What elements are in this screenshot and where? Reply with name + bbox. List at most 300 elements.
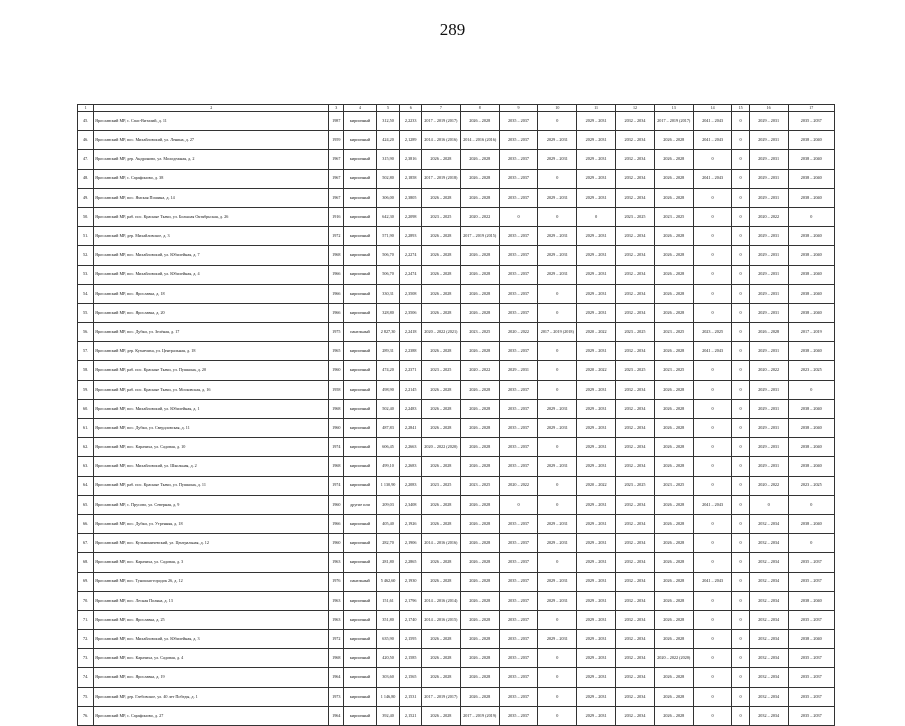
table-cell: 1965 [329, 342, 344, 361]
table-cell: 2026 – 2028 [421, 227, 460, 246]
table-cell: 2026 – 2028 [654, 150, 693, 169]
table-cell: 0 [693, 399, 732, 418]
table-cell: 2035 – 2037 [499, 265, 538, 284]
table-cell: 2026 – 2028 [421, 553, 460, 572]
table-cell: 0 [732, 630, 749, 649]
table-cell: 2041 – 2043 [693, 572, 732, 591]
table-row [78, 438, 835, 457]
table-cell: 2035 – 2037 [499, 303, 538, 322]
row-number-cell: 53. [78, 265, 94, 284]
table-cell: 2026 – 2028 [421, 514, 460, 533]
table-cell: 2032 – 2034 [616, 649, 655, 668]
table-cell: 2,1858 [400, 169, 422, 188]
table-cell: 2,2663 [400, 438, 422, 457]
table-cell: другие или [344, 495, 376, 514]
table-cell: 2032 – 2034 [749, 591, 788, 610]
table-cell: 2029 – 2031 [538, 131, 577, 150]
table-row [78, 457, 835, 476]
table-cell: 2035 – 2037 [788, 610, 834, 629]
table-cell: 2026 – 2028 [749, 323, 788, 342]
table-cell: 2026 – 2028 [460, 112, 499, 131]
table-cell: 2032 – 2034 [616, 438, 655, 457]
table-cell: 0 [732, 303, 749, 322]
table-cell: 2026 – 2028 [421, 457, 460, 476]
table-cell: 2026 – 2028 [654, 630, 693, 649]
table-cell: 2,3508 [400, 284, 422, 303]
table-row [78, 630, 835, 649]
table-cell: 0 [732, 457, 749, 476]
table-cell: 2023 – 2025 [788, 361, 834, 380]
table-cell: 2035 – 2037 [788, 553, 834, 572]
table-cell: 0 [693, 591, 732, 610]
table-row [78, 188, 835, 207]
table-cell: 2026 – 2028 [654, 438, 693, 457]
table-cell: кирпичный [344, 457, 376, 476]
column-number: 3 [329, 105, 344, 112]
table-cell: 0 [732, 323, 749, 342]
table-cell: 2026 – 2028 [460, 534, 499, 553]
table-cell: 0 [693, 668, 732, 687]
table-cell: 2029 – 2031 [538, 534, 577, 553]
address-cell: Ярославский МР, дер. Кузнечиха, ул. Центральная, д. 18 [94, 342, 329, 361]
table-cell: 2026 – 2028 [421, 246, 460, 265]
table-row [78, 534, 835, 553]
table-cell: 1958 [329, 380, 344, 399]
table-cell: 1967 [329, 188, 344, 207]
table-cell: 2026 – 2028 [421, 668, 460, 687]
column-number: 12 [616, 105, 655, 112]
table-cell: 2,2865 [400, 553, 422, 572]
table-cell: 0 [538, 380, 577, 399]
table-cell: 2041 – 2043 [693, 342, 732, 361]
table-cell: 2029 – 2031 [749, 419, 788, 438]
column-number: 11 [577, 105, 616, 112]
table-cell: 2026 – 2028 [654, 246, 693, 265]
table-cell: 2,3408 [400, 495, 422, 514]
table-cell: 0 [732, 649, 749, 668]
table-cell: 1972 [329, 227, 344, 246]
table-cell: 2026 – 2028 [421, 188, 460, 207]
table-cell: 0 [693, 534, 732, 553]
table-cell: 487,83 [376, 419, 400, 438]
column-number: 9 [499, 105, 538, 112]
column-number: 5 [376, 105, 400, 112]
row-number-cell: 59. [78, 380, 94, 399]
address-cell: Ярославский МР, пос. Ярославка, д. 18 [94, 284, 329, 303]
table-cell: 0 [732, 572, 749, 591]
table-cell: 2023 – 2025 [788, 476, 834, 495]
table-cell: 2032 – 2034 [616, 112, 655, 131]
table-cell: 2023 – 2025 [693, 323, 732, 342]
column-number: 13 [654, 105, 693, 112]
table-cell: 1967 [329, 169, 344, 188]
housing-repair-table [77, 104, 835, 726]
table-cell: 2,1796 [400, 591, 422, 610]
table-cell: 2035 – 2037 [499, 188, 538, 207]
table-cell: 474,20 [376, 361, 400, 380]
table-cell: 2,1521 [400, 706, 422, 725]
table-cell: 2035 – 2037 [499, 706, 538, 725]
table-cell: 0 [732, 495, 749, 514]
table-cell: 2023 – 2025 [616, 361, 655, 380]
table-cell: 0 [732, 246, 749, 265]
table-cell: 1966 [329, 265, 344, 284]
table-cell: 2023 – 2025 [616, 476, 655, 495]
table-cell: 2038 – 2040 [788, 457, 834, 476]
table-cell: 2017 – 2019 (2018) [421, 169, 460, 188]
table-cell: 2032 – 2034 [749, 534, 788, 553]
table-cell: 1959 [329, 131, 344, 150]
table-cell: 2038 – 2040 [788, 246, 834, 265]
table-cell: кирпичный [344, 534, 376, 553]
table-cell: 2032 – 2034 [616, 457, 655, 476]
table-cell: 2023 – 2025 [616, 207, 655, 226]
table-cell: 2032 – 2034 [616, 265, 655, 284]
table-cell: 2026 – 2028 [421, 303, 460, 322]
row-number-cell: 58. [78, 361, 94, 380]
table-cell: 1916 [329, 207, 344, 226]
table-cell: 2032 – 2034 [749, 687, 788, 706]
table-cell: 2032 – 2034 [616, 495, 655, 514]
table-cell: 2041 – 2043 [693, 112, 732, 131]
table-cell: 2029 – 2031 [577, 246, 616, 265]
table-cell: 1 130,90 [376, 476, 400, 495]
table-cell: 1960 [329, 419, 344, 438]
table-cell: 2014 – 2016 (2015) [421, 610, 460, 629]
table-cell: 2026 – 2028 [654, 668, 693, 687]
row-number-cell: 73. [78, 649, 94, 668]
row-number-cell: 56. [78, 323, 94, 342]
table-cell: 2029 – 2031 [577, 649, 616, 668]
table-row [78, 342, 835, 361]
table-cell: 306,00 [376, 188, 400, 207]
table-cell: кирпичный [344, 514, 376, 533]
table-cell: 1 146,80 [376, 687, 400, 706]
table-cell: 2026 – 2028 [654, 495, 693, 514]
table-cell: 2020 – 2022 [749, 207, 788, 226]
row-number-cell: 65. [78, 495, 94, 514]
table-cell: 0 [732, 419, 749, 438]
table-cell: 2,1565 [400, 668, 422, 687]
table-cell: 2032 – 2034 [616, 534, 655, 553]
table-cell: 2026 – 2028 [460, 246, 499, 265]
table-cell: 2026 – 2028 [460, 514, 499, 533]
table-cell: 2026 – 2028 [654, 553, 693, 572]
table-cell: 2026 – 2028 [654, 303, 693, 322]
table-cell: кирпичный [344, 150, 376, 169]
table-cell: 2026 – 2028 [460, 150, 499, 169]
table-cell: 2035 – 2037 [499, 572, 538, 591]
table-cell: 2029 – 2031 [577, 514, 616, 533]
table-cell: кирпичный [344, 207, 376, 226]
table-cell: 2026 – 2028 [460, 649, 499, 668]
address-cell: Ярославский МР, с. Сарафоново, д. 27 [94, 706, 329, 725]
table-cell: 0 [693, 265, 732, 284]
address-cell: Ярославский МР, пос. Михайловский, ул. Ленина, д. 27 [94, 131, 329, 150]
table-cell: 2032 – 2034 [616, 706, 655, 725]
table-cell: 0 [693, 380, 732, 399]
column-number: 16 [749, 105, 788, 112]
row-number-cell: 47. [78, 150, 94, 169]
table-cell: 0 [732, 399, 749, 418]
column-number: 15 [732, 105, 749, 112]
table-cell: 2029 – 2031 [749, 380, 788, 399]
table-cell: 2029 – 2031 [577, 572, 616, 591]
table-cell: 2,2474 [400, 265, 422, 284]
table-cell: кирпичный [344, 399, 376, 418]
table-cell: 2032 – 2034 [616, 169, 655, 188]
table-cell: 2038 – 2040 [788, 514, 834, 533]
table-cell: кирпичный [344, 227, 376, 246]
table-row [78, 591, 835, 610]
table-cell: 2029 – 2031 [538, 572, 577, 591]
address-cell: Ярославский МР, пос. Михайловский, ул. Юбилейная, д. 4 [94, 265, 329, 284]
table-cell: 2026 – 2028 [654, 227, 693, 246]
table-cell: 0 [538, 649, 577, 668]
row-number-cell: 75. [78, 687, 94, 706]
address-cell: Ярославский МР, пос. Ярославка, д. 25 [94, 610, 329, 629]
table-cell: 2029 – 2031 [749, 342, 788, 361]
table-cell: 2029 – 2031 [749, 303, 788, 322]
column-number: 17 [788, 105, 834, 112]
table-cell: 0 [577, 207, 616, 226]
table-cell: 2029 – 2031 [577, 169, 616, 188]
table-cell: 2026 – 2028 [460, 169, 499, 188]
table-cell: 2026 – 2028 [421, 706, 460, 725]
table-cell: 2026 – 2028 [460, 342, 499, 361]
table-cell: 1960 [329, 534, 344, 553]
address-cell: Ярославский МР, пос. Дубки, ул. Зелёная, д. 17 [94, 323, 329, 342]
table-cell: 2026 – 2028 [460, 303, 499, 322]
address-cell: Ярославский МР, пос. Михайловский, ул. Юбилейная, д. 1 [94, 399, 329, 418]
address-cell: Ярославский МР, раб. пос. Красные Ткачи, ул. Пушкина, д. 20 [94, 361, 329, 380]
table-cell: 2026 – 2028 [421, 284, 460, 303]
table-cell: 2035 – 2037 [788, 668, 834, 687]
address-cell: Ярославский МР, с. Спас-Виталий, д. 11 [94, 112, 329, 131]
address-cell: Ярославский МР, пос. Ямская Пошина, д. 14 [94, 188, 329, 207]
table-row [78, 112, 835, 131]
table-cell: 2029 – 2031 [749, 131, 788, 150]
table-cell: 635,90 [376, 630, 400, 649]
table-row [78, 150, 835, 169]
table-cell: 1963 [329, 591, 344, 610]
table-cell: 0 [693, 438, 732, 457]
table-cell: 0 [732, 514, 749, 533]
table-row [78, 649, 835, 668]
address-cell: Ярославский МР, пос. Карачиха, ул. Садовая, д. 3 [94, 553, 329, 572]
table-cell: 0 [732, 361, 749, 380]
table-cell: 2035 – 2037 [499, 591, 538, 610]
table-cell: 2032 – 2034 [616, 303, 655, 322]
table-cell: 0 [732, 610, 749, 629]
row-number-cell: 70. [78, 591, 94, 610]
table-cell: 2029 – 2031 [749, 112, 788, 131]
column-number: 10 [538, 105, 577, 112]
table-cell: 330,31 [376, 284, 400, 303]
address-cell: Ярославский МР, дер. Андроново, ул. Молодежная, д. 2 [94, 150, 329, 169]
table-cell: 0 [693, 150, 732, 169]
table-cell: 2035 – 2037 [499, 668, 538, 687]
address-cell: Ярославский МР, пос. Дубки, ул. Утренняя, д. 18 [94, 514, 329, 533]
address-cell: Ярославский МР, пос. Михайловский, ул. Юбилейная, д. 3 [94, 630, 329, 649]
table-cell: 2032 – 2034 [616, 246, 655, 265]
table-row [78, 514, 835, 533]
table-cell: 2020 – 2022 [577, 361, 616, 380]
table-cell: 2,1595 [400, 630, 422, 649]
table-cell: 1966 [329, 284, 344, 303]
row-number-cell: 57. [78, 342, 94, 361]
table-cell: 2023 – 2025 [460, 323, 499, 342]
table-cell: 2029 – 2031 [577, 112, 616, 131]
table-cell: 2035 – 2037 [499, 227, 538, 246]
table-cell: 2032 – 2034 [616, 131, 655, 150]
table-cell: 2032 – 2034 [616, 514, 655, 533]
table-cell: 315,90 [376, 150, 400, 169]
table-cell: 0 [693, 188, 732, 207]
table-cell: 2029 – 2031 [749, 246, 788, 265]
table-cell: 0 [732, 188, 749, 207]
table-cell: 0 [732, 342, 749, 361]
table-row [78, 207, 835, 226]
table-cell: 2020 – 2022 (2021) [421, 323, 460, 342]
table-cell: 2032 – 2034 [616, 630, 655, 649]
table-cell: 2035 – 2037 [788, 572, 834, 591]
table-cell: 0 [693, 553, 732, 572]
table-cell: 2032 – 2034 [616, 687, 655, 706]
table-cell: 312,50 [376, 112, 400, 131]
table-cell: 2041 – 2043 [693, 169, 732, 188]
table-cell: 2029 – 2031 [749, 399, 788, 418]
table-cell: 499,10 [376, 457, 400, 476]
table-cell: 2020 – 2022 [460, 207, 499, 226]
table-cell: 2026 – 2028 [654, 265, 693, 284]
table-cell: 2014 – 2016 (2016) [421, 131, 460, 150]
table-row [78, 380, 835, 399]
table-cell: 571,90 [376, 227, 400, 246]
address-cell: Ярославский МР, пос. Дубки, ул. Свердловская, д. 11 [94, 419, 329, 438]
table-cell: 2032 – 2034 [616, 591, 655, 610]
table-cell: 2,3816 [400, 150, 422, 169]
table-cell: 2026 – 2028 [654, 457, 693, 476]
table-cell: 0 [538, 495, 577, 514]
table-cell: 2014 – 2016 (2016) [421, 534, 460, 553]
table-cell: 2035 – 2037 [499, 246, 538, 265]
table-cell: 2041 – 2043 [693, 131, 732, 150]
table-cell: 2029 – 2031 [749, 284, 788, 303]
table-cell: 2035 – 2037 [499, 649, 538, 668]
table-cell: 1968 [329, 399, 344, 418]
row-number-cell: 55. [78, 303, 94, 322]
table-cell: 2026 – 2028 [460, 380, 499, 399]
table-cell: 2029 – 2031 [577, 591, 616, 610]
table-cell: 2014 – 2016 (2014) [421, 591, 460, 610]
table-row [78, 495, 835, 514]
table-cell: 0 [732, 284, 749, 303]
address-cell: Ярославский МР, с. Прусово, ул. Северная, д. 9 [94, 495, 329, 514]
table-cell: кирпичный [344, 630, 376, 649]
table-cell: 2023 – 2025 [654, 207, 693, 226]
table-cell: 2032 – 2034 [616, 668, 655, 687]
table-cell: кирпичный [344, 380, 376, 399]
row-number-cell: 76. [78, 706, 94, 725]
table-cell: 0 [538, 284, 577, 303]
table-cell: 2035 – 2037 [499, 610, 538, 629]
row-number-cell: 48. [78, 169, 94, 188]
table-cell: 0 [538, 687, 577, 706]
row-number-cell: 46. [78, 131, 94, 150]
table-row [78, 610, 835, 629]
table-cell: 2026 – 2028 [460, 419, 499, 438]
table-cell: 328,80 [376, 303, 400, 322]
table-cell: кирпичный [344, 553, 376, 572]
table-cell: 2026 – 2028 [460, 630, 499, 649]
table-cell: 2038 – 2040 [788, 284, 834, 303]
table-cell: 2026 – 2028 [460, 188, 499, 207]
table-cell: 0 [693, 246, 732, 265]
table-cell: 2029 – 2031 [577, 495, 616, 514]
table-cell: 2026 – 2028 [421, 630, 460, 649]
table-cell: 2026 – 2028 [421, 265, 460, 284]
table-cell: 2026 – 2028 [654, 610, 693, 629]
table-cell: 2035 – 2037 [499, 150, 538, 169]
table-cell: 1975 [329, 323, 344, 342]
table-cell: 2026 – 2028 [460, 610, 499, 629]
table-cell: 0 [538, 668, 577, 687]
table-cell: 2029 – 2031 [577, 150, 616, 169]
table-cell: 2035 – 2037 [788, 649, 834, 668]
table-cell: 2029 – 2031 [538, 227, 577, 246]
table-cell: 1964 [329, 668, 344, 687]
table-cell: 0 [788, 534, 834, 553]
table-cell: 2029 – 2031 [538, 265, 577, 284]
table-cell: кирпичный [344, 342, 376, 361]
table-cell: 2032 – 2034 [616, 188, 655, 207]
table-cell: 1972 [329, 630, 344, 649]
table-cell: 2,2483 [400, 399, 422, 418]
table-cell: 0 [499, 495, 538, 514]
table-cell: 2029 – 2031 [749, 169, 788, 188]
table-cell: кирпичный [344, 284, 376, 303]
row-number-cell: 45. [78, 112, 94, 131]
table-cell: 2038 – 2040 [788, 265, 834, 284]
table-cell: 2029 – 2031 [499, 361, 538, 380]
table-cell: 0 [693, 514, 732, 533]
table-cell: кирпичный [344, 361, 376, 380]
table-cell: 0 [732, 534, 749, 553]
table-cell: 303,60 [376, 668, 400, 687]
table-cell: 2032 – 2034 [749, 668, 788, 687]
table-cell: 2032 – 2034 [616, 227, 655, 246]
table-cell: 2038 – 2040 [788, 438, 834, 457]
table-cell: 2026 – 2028 [654, 591, 693, 610]
table-cell: 2017 – 2019 (2017) [654, 112, 693, 131]
row-number-cell: 52. [78, 246, 94, 265]
table-cell: 2026 – 2028 [654, 169, 693, 188]
table-cell: 2032 – 2034 [616, 419, 655, 438]
table-cell: 2026 – 2028 [654, 284, 693, 303]
table-cell: 2035 – 2037 [499, 342, 538, 361]
table-cell: 0 [732, 207, 749, 226]
table-cell: 1973 [329, 687, 344, 706]
table-cell: 1966 [329, 514, 344, 533]
table-cell: 420,50 [376, 649, 400, 668]
table-row [78, 227, 835, 246]
table-row [78, 572, 835, 591]
table-cell: 2032 – 2034 [749, 630, 788, 649]
table-cell: 2029 – 2031 [749, 188, 788, 207]
table-row [78, 303, 835, 322]
table-cell: 2026 – 2028 [460, 399, 499, 418]
